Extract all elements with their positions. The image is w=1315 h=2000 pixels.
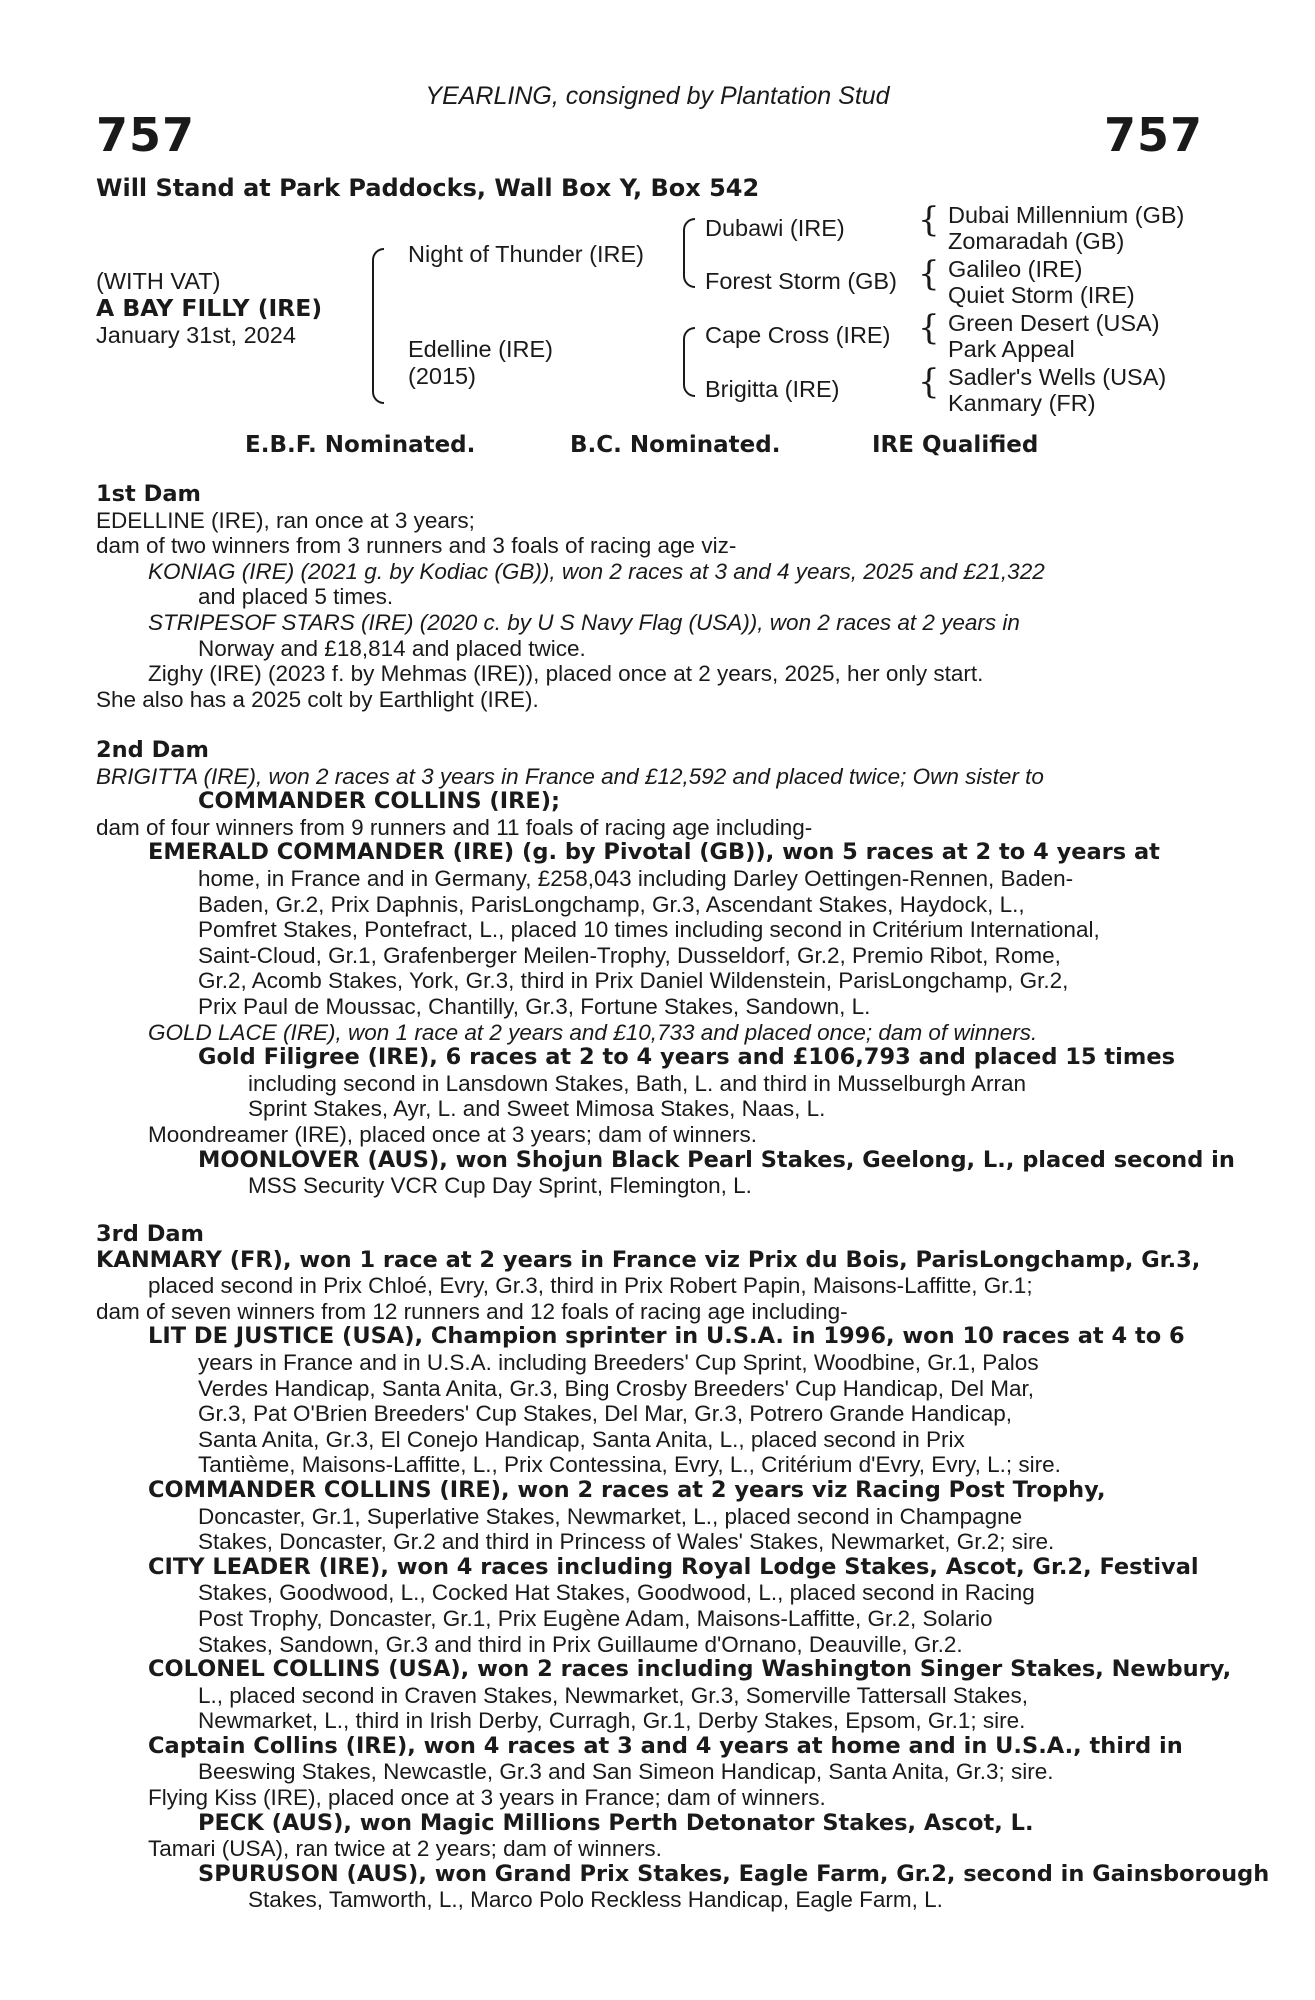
- dam-sire: Cape Cross (IRE): [705, 322, 891, 348]
- progeny-line: COMMANDER COLLINS (IRE), won 2 races at 2 years viz Racing Post Trophy,: [148, 1476, 1106, 1503]
- progeny-line: Pomfret Stakes, Pontefract, L., placed 10 times including second in Critérium International,: [198, 917, 1100, 943]
- progeny-line: Moondreamer (IRE), placed once at 3 years; dam of winners.: [148, 1121, 758, 1147]
- pedigree-brace-sire: [683, 218, 695, 288]
- progeny-line: Norway and £18,814 and placed twice.: [198, 635, 586, 661]
- pedigree-brace-dd: {: [918, 362, 940, 402]
- progeny-line: Flying Kiss (IRE), placed once at 3 years in France; dam of winners.: [148, 1785, 826, 1811]
- foaling-date: January 31st, 2024: [96, 322, 296, 348]
- vat-note: (WITH VAT): [96, 268, 221, 294]
- pedigree-brace-dam: [683, 327, 695, 397]
- gen3-ddd: Kanmary (FR): [948, 390, 1096, 416]
- progeny-line: Saint-Cloud, Gr.1, Grafenberger Meilen-Trophy, Dusseldorf, Gr.2, Premio Ribot, Rome,: [198, 942, 1061, 968]
- progeny-line: L., placed second in Craven Stakes, Newmarket, Gr.3, Somerville Tattersall Stakes,: [198, 1682, 1028, 1708]
- progeny-line: Tamari (USA), ran twice at 2 years; dam of winners.: [148, 1836, 662, 1862]
- progeny-line: Stakes, Doncaster, Gr.2 and third in Princess of Wales' Stakes, Newmarket, Gr.2; sire.: [198, 1529, 1055, 1555]
- sire-dam: Forest Storm (GB): [705, 268, 897, 294]
- progeny-line: KONIAG (IRE) (2021 g. by Kodiac (GB)), won 2 races at 3 and 4 years, 2025 and £21,322: [148, 558, 1045, 584]
- progeny-line: Verdes Handicap, Santa Anita, Gr.3, Bing Crosby Breeders' Cup Handicap, Del Mar,: [198, 1375, 1034, 1401]
- progeny-line: SPURUSON (AUS), won Grand Prix Stakes, Eagle Farm, Gr.2, second in Gainsborough: [198, 1860, 1270, 1887]
- ebf-nomination: E.B.F. Nominated.: [245, 432, 476, 458]
- progeny-line: Doncaster, Gr.1, Superlative Stakes, Newmarket, L., placed second in Champagne: [198, 1503, 1023, 1529]
- gen3-sss: Dubai Millennium (GB): [948, 202, 1185, 228]
- progeny-line: Baden, Gr.2, Prix Daphnis, ParisLongchamp, Gr.3, Ascendant Stakes, Haydock, L.,: [198, 891, 1025, 917]
- progeny-line: home, in France and in Germany, £258,043 including Darley Oettingen-Rennen, Baden-: [198, 865, 1074, 891]
- dam-name: Edelline (IRE): [408, 336, 553, 362]
- progeny-line: PECK (AUS), won Magic Millions Perth Detonator Stakes, Ascot, L.: [198, 1809, 1034, 1836]
- first-dam-section: [96, 482, 1204, 712]
- gen3-ssd: Zomaradah (GB): [948, 228, 1125, 254]
- stand-location: Will Stand at Park Paddocks, Wall Box Y, Box 542: [96, 174, 760, 202]
- progeny-line: Stakes, Sandown, Gr.3 and third in Prix Guillaume d'Ornano, Deauville, Gr.2.: [198, 1631, 963, 1657]
- sire-name: Night of Thunder (IRE): [408, 241, 644, 267]
- progeny-line: Sprint Stakes, Ayr, L. and Sweet Mimosa Stakes, Naas, L.: [248, 1096, 826, 1122]
- dam-dam: Brigitta (IRE): [705, 376, 840, 402]
- progeny-line: Gr.3, Pat O'Brien Breeders' Cup Stakes, Del Mar, Gr.3, Potrero Grande Handicap,: [198, 1401, 1012, 1427]
- dam-record-line: placed second in Prix Chloé, Evry, Gr.3, third in Prix Robert Papin, Maisons-Laffitte, Gr.1;: [148, 1273, 1033, 1299]
- progeny-line: Zighy (IRE) (2023 f. by Mehmas (IRE)), placed once at 2 years, 2025, her only start.: [148, 661, 984, 687]
- ire-qualification: IRE Qualified: [872, 432, 1039, 458]
- progeny-line: MSS Security VCR Cup Day Sprint, Flemington, L.: [248, 1173, 752, 1199]
- sire-sire: Dubawi (IRE): [705, 215, 845, 241]
- gen3-dss: Green Desert (USA): [948, 310, 1160, 336]
- progeny-line: LIT DE JUSTICE (USA), Champion sprinter in U.S.A. in 1996, won 10 races at 4 to 6: [148, 1323, 1185, 1350]
- gen3-sds: Galileo (IRE): [948, 256, 1083, 282]
- lot-number-left: 757: [96, 108, 196, 162]
- progeny-line: Beeswing Stakes, Newcastle, Gr.3 and San Simeon Handicap, Santa Anita, Gr.3; sire.: [198, 1759, 1054, 1785]
- horse-name: A BAY FILLY (IRE): [96, 294, 323, 322]
- progeny-line: EMERALD COMMANDER (IRE) (g. by Pivotal (GB)), won 5 races at 2 to 4 years at: [148, 839, 1160, 866]
- progeny-line: MOONLOVER (AUS), won Shojun Black Pearl Stakes, Geelong, L., placed second in: [198, 1146, 1235, 1173]
- progeny-line: Stakes, Tamworth, L., Marco Polo Reckless Handicap, Eagle Farm, L.: [248, 1887, 943, 1913]
- progeny-line: Stakes, Goodwood, L., Cocked Hat Stakes, Goodwood, L., placed second in Racing: [198, 1580, 1035, 1606]
- progeny-line: and placed 5 times.: [198, 584, 394, 610]
- progeny-line: Gold Filigree (IRE), 6 races at 2 to 4 years and £106,793 and placed 15 times: [198, 1044, 1175, 1071]
- dam-record-line: dam of four winners from 9 runners and 11 foals of racing age including-: [96, 814, 813, 840]
- progeny-line: GOLD LACE (IRE), won 1 race at 2 years and £10,733 and placed once; dam of winners.: [148, 1019, 1038, 1045]
- dam-record-line: COMMANDER COLLINS (IRE);: [198, 788, 561, 815]
- gen3-dsd: Park Appeal: [948, 336, 1075, 362]
- bc-nomination: B.C. Nominated.: [570, 432, 781, 458]
- progeny-line: COLONEL COLLINS (USA), won 2 races including Washington Singer Stakes, Newbury,: [148, 1656, 1232, 1683]
- third-dam-section: [96, 1221, 1270, 1913]
- dam-record-line: dam of seven winners from 12 runners and 12 foals of racing age including-: [96, 1298, 848, 1324]
- dam-year: (2015): [408, 363, 476, 389]
- progeny-line: Captain Collins (IRE), won 4 races at 3 and 4 years at home and in U.S.A., third in: [148, 1732, 1183, 1759]
- progeny-line: She also has a 2025 colt by Earthlight (IRE).: [96, 686, 539, 712]
- dam-record-line: KANMARY (FR), won 1 race at 2 years in France viz Prix du Bois, ParisLongchamp, Gr.3,: [96, 1246, 1201, 1273]
- progeny-line: Prix Paul de Moussac, Chantilly, Gr.3, Fortune Stakes, Sandown, L.: [198, 993, 871, 1019]
- pedigree-brace-ss: {: [918, 200, 940, 240]
- progeny-line: STRIPESOF STARS (IRE) (2020 c. by U S Navy Flag (USA)), won 2 races at 2 years in: [148, 609, 1020, 635]
- progeny-line: including second in Lansdown Stakes, Bath, L. and third in Musselburgh Arran: [248, 1070, 1026, 1096]
- consignor-line: YEARLING, consigned by Plantation Stud: [425, 82, 890, 110]
- progeny-line: Newmarket, L., third in Irish Derby, Curragh, Gr.1, Derby Stakes, Epsom, Gr.1; sire.: [198, 1708, 1026, 1734]
- second-dam-heading: 2nd Dam: [96, 737, 209, 763]
- first-dam-heading: 1st Dam: [96, 481, 201, 507]
- pedigree-brace-sd: {: [918, 254, 940, 294]
- pedigree-brace-ds: {: [918, 308, 940, 348]
- progeny-line: CITY LEADER (IRE), won 4 races including Royal Lodge Stakes, Ascot, Gr.2, Festival: [148, 1553, 1199, 1580]
- progeny-line: Gr.2, Acomb Stakes, York, Gr.3, third in Prix Daniel Wildenstein, ParisLongchamp, Gr.2,: [198, 968, 1069, 994]
- progeny-line: Post Trophy, Doncaster, Gr.1, Prix Eugène Adam, Maisons-Laffitte, Gr.2, Solario: [198, 1605, 993, 1631]
- dam-record-line: EDELLINE (IRE), ran once at 3 years;: [96, 507, 475, 533]
- dam-record-line: BRIGITTA (IRE), won 2 races at 3 years in France and £12,592 and placed twice; Own sister to: [96, 763, 1044, 789]
- progeny-line: years in France and in U.S.A. including Breeders' Cup Sprint, Woodbine, Gr.1, Palos: [198, 1349, 1039, 1375]
- third-dam-heading: 3rd Dam: [96, 1221, 204, 1247]
- progeny-line: Santa Anita, Gr.3, El Conejo Handicap, Santa Anita, L., placed second in Prix: [198, 1426, 965, 1452]
- progeny-line: Tantième, Maisons-Laffitte, L., Prix Contessina, Evry, L., Critérium d'Evry, Evry, L.; sire.: [198, 1452, 1061, 1478]
- gen3-sdd: Quiet Storm (IRE): [948, 282, 1135, 308]
- dam-record-line: dam of two winners from 3 runners and 3 foals of racing age viz-: [96, 533, 737, 559]
- second-dam-section: [96, 737, 1235, 1199]
- gen3-dds: Sadler's Wells (USA): [948, 364, 1167, 390]
- pedigree-brace-gen1: [372, 248, 384, 404]
- lot-number-right: 757: [1103, 108, 1203, 162]
